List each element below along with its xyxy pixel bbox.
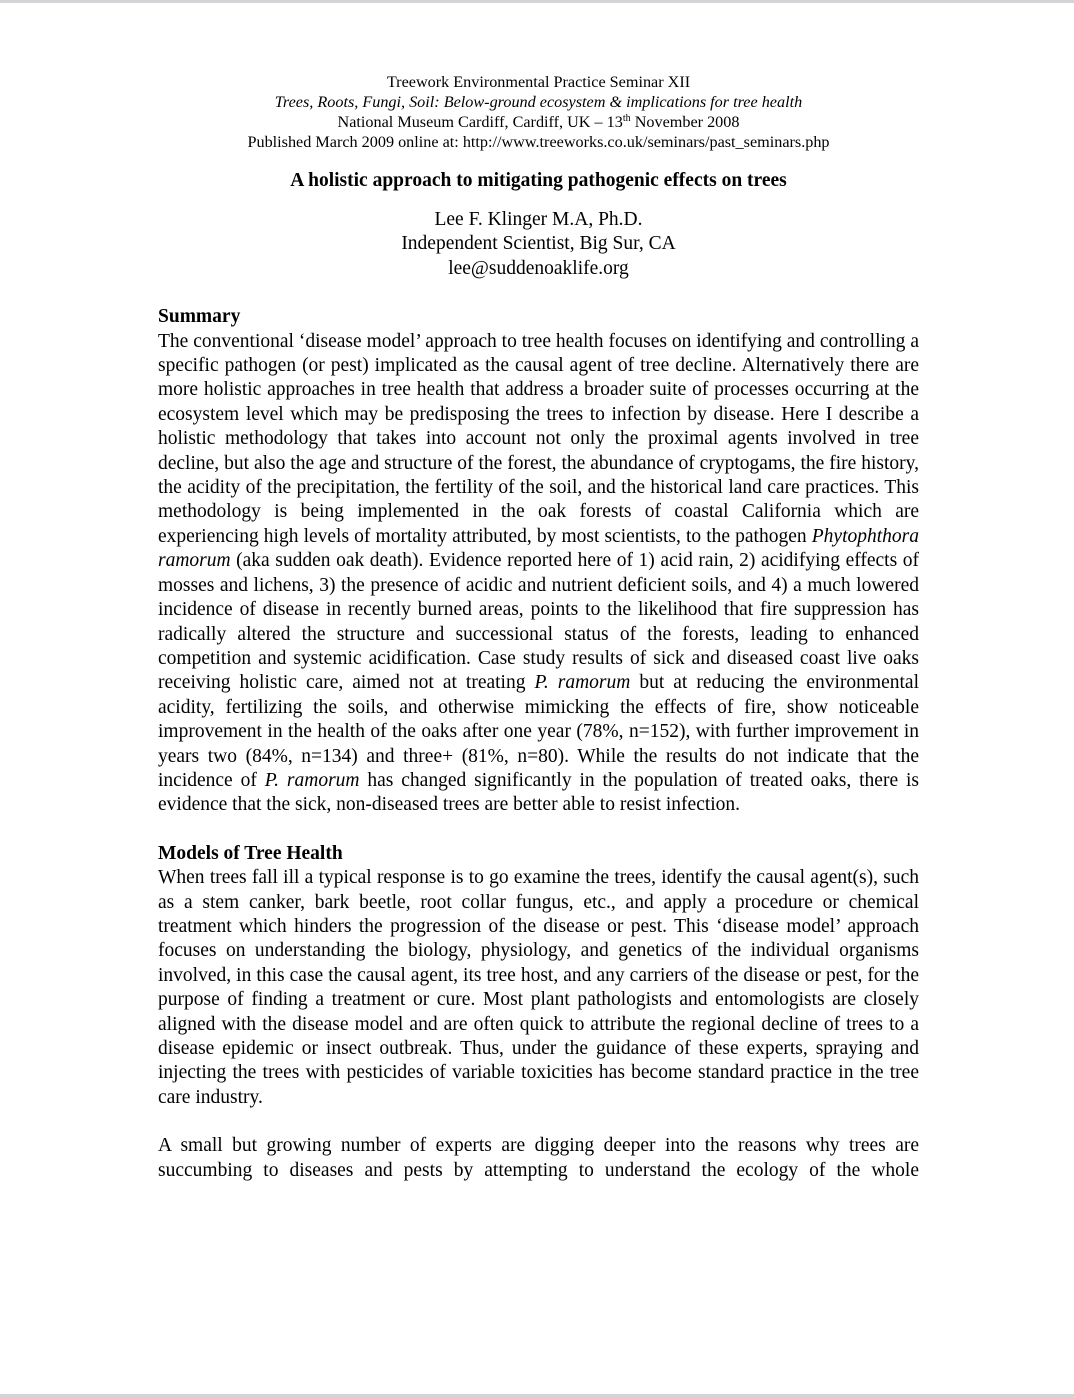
summary-heading: Summary — [158, 306, 241, 328]
publication-info: Published March 2009 online at: http://www.treeworks.co.uk/seminars/past_seminars.php — [247, 133, 830, 151]
models-paragraph-2: A small but growing number of experts are digging deeper into the reasons why trees are succumbing to diseases and pests by attempting to understand the ecology of the whole — [158, 1135, 919, 1181]
window-bottom-border — [0, 1394, 1074, 1398]
author-affiliation: Independent Scientist, Big Sur, CA — [401, 233, 676, 255]
seminar-venue-date: National Museum Cardiff, Cardiff, UK – 13th November 2008 — [337, 113, 740, 131]
document-page — [158, 72, 919, 1183]
author-block — [158, 208, 919, 281]
author-email: lee@suddenoaklife.org — [448, 257, 629, 279]
models-paragraph-1: When trees fall ill a typical response is to go examine the trees, identify the causal agent(s), such as a stem canker, bark beetle, root collar fungus, etc., and apply a procedure or chemical treatment which hinders the progression of the disease or pest. This ‘disease model’ approach focuses on understanding the biology, physiology, and genetics of the individual organisms involved, in this case the causal agent, its tree host, and any carriers of the disease or pest, for the purpose of finding a treatment or cure. Most plant pathologists and entomologists are closely aligned with the disease model and are often quick to attribute the regional decline of trees to a disease epidemic or insect outbreak. Thus, under the guidance of these experts, spraying and injecting the trees with pesticides of variable toxicities has become standard practice in the tree care industry. — [158, 867, 919, 1108]
models-heading: Models of Tree Health — [158, 842, 343, 864]
seminar-header — [158, 72, 919, 152]
summary-paragraph: The conventional ‘disease model’ approach to tree health focuses on identifying and controlling a specific pathogen (or pest) implicated as the causal agent of tree decline. Alternatively there are more holistic approaches in tree health that address a broader suite of processes occurring at the ecosystem level which may be predisposing the trees to infection by disease. Here I describe a holistic methodology that takes into account not only the proximal agents involved in tree decline, but also the age and structure of the forest, the abundance of cryptogams, the fire history, the acidity of the precipitation, the fertility of the soil, and the historical land care practices. This methodology is being implemented in the oak forests of coastal California which are experiencing high levels of mortality attributed, by most scientists, to the pathogen Phytophthora ramorum (aka sudden oak death). Evidence reported here of 1) acid rain, 2) acidifying effects of mosses and lichens, 3) the presence of acidic and nutrient deficient soils, and 4) a much lowered incidence of disease in recently burned areas, points to the likelihood that fire suppression has radically altered the structure and successional status of the forests, leading to enhanced competition and systemic acidification. Case study results of sick and diseased coast live oaks receiving holistic care, aimed not at treating P. ramorum but at reducing the environmental acidity, fertilizing the soils, and otherwise mimicking the effects of fire, show noticeable improvement in the health of the oaks after one year (78%, n=152), with further improvement in years two (84%, n=134) and three+ (81%, n=80). While the results do not indicate that the incidence of P. ramorum has changed significantly in the population of treated oaks, there is evidence that the sick, non-diseased trees are better able to resist infection. — [158, 330, 919, 816]
seminar-name: Treework Environmental Practice Seminar XII — [386, 73, 691, 91]
seminar-theme: Trees, Roots, Fungi, Soil: Below-ground ecosystem & implications for tree health — [274, 93, 803, 111]
author-name: Lee F. Klinger M.A, Ph.D. — [434, 209, 643, 230]
window-top-border — [0, 0, 1074, 3]
paper-title: A holistic approach to mitigating pathogenic effects on trees — [290, 170, 787, 191]
